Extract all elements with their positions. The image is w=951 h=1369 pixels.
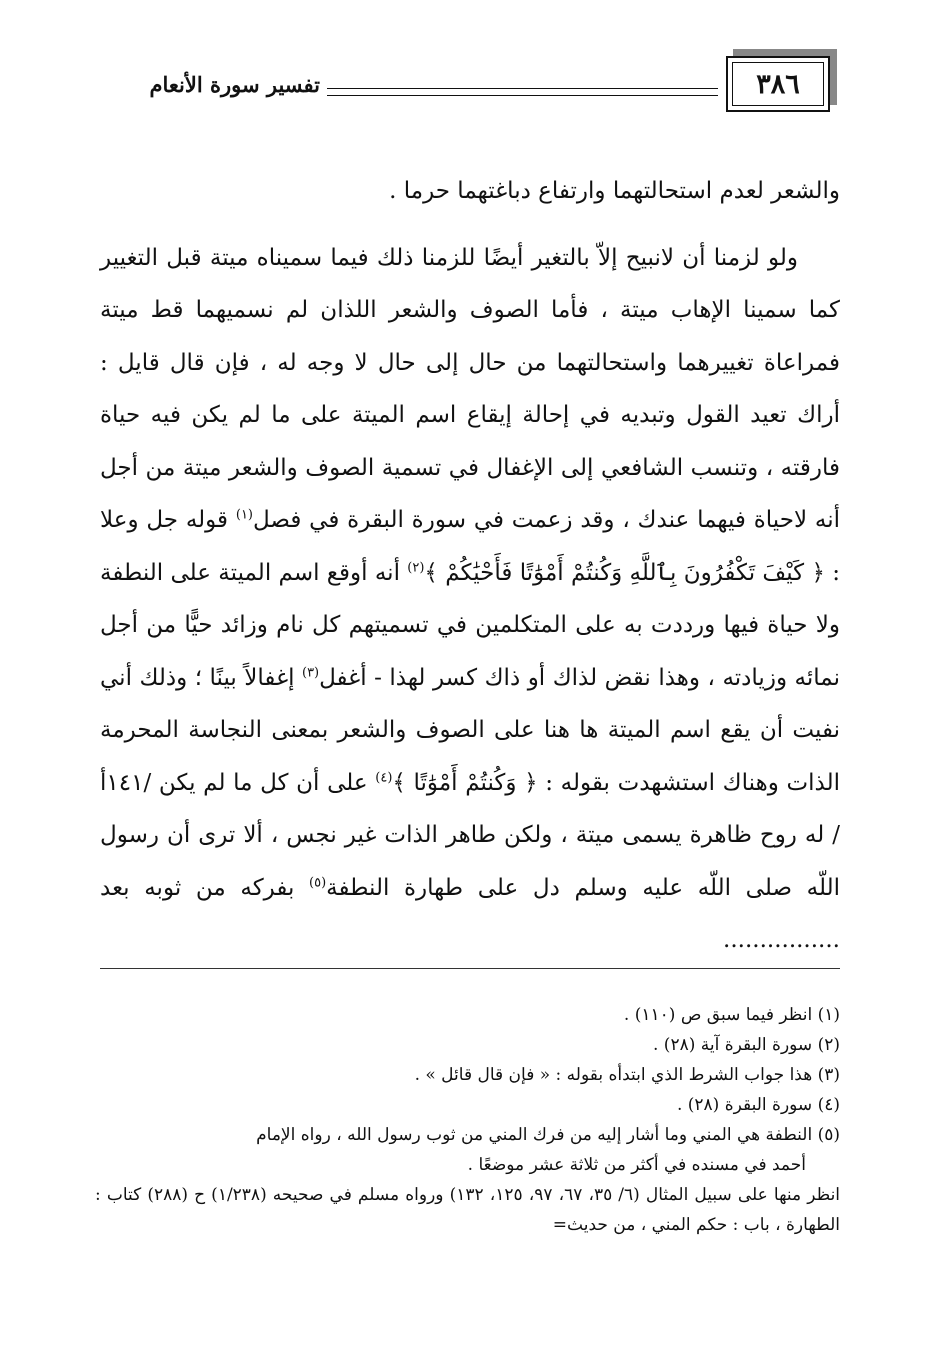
quran-verse-2: ﴿ وَكُنتُمْ أَمْوَٰتًا ﴾: [392, 769, 538, 796]
footnote-1: (١) انظر فيما سبق ص (١١٠) .: [623, 1005, 840, 1025]
footnote-ref-5: (٥): [309, 874, 327, 890]
paragraph-2-part-b: قوله جل وعلا :: [100, 507, 840, 586]
paragraph-2-part-e: على أن كل ما لم يكن /١٤١أ / له روح ظاهرة يسمى ميتة ، ولكن طاهر الذات غير نجس ، ألا ترى أن رسول اللّه صلى اللّه عليه وسلم دل على طهارة النطفة: [100, 769, 840, 901]
footnote-separator: [100, 968, 840, 969]
running-title: تفسير سورة الأنعام: [149, 72, 320, 97]
page-number: ٣٨٦: [756, 68, 800, 100]
footnote-ref-2: (٢): [407, 559, 425, 575]
footnote-5-continued: أحمد في مسنده في أكثر من ثلاثة عشر موضعًا .: [467, 1155, 806, 1175]
footnote-2: (٢) سورة البقرة آية (٢٨) .: [652, 1035, 840, 1055]
main-text: [100, 165, 840, 967]
footnote-ref-3: (٣): [301, 664, 320, 680]
paragraph-2-part-a: ولو لزمنا أن لانبيح إلاّ بالتغير أيضًا للزمنا ذلك فيما سميناه ميتة قبل التغيير كما سمينا الإهاب ميتة ، فأما الصوف والشعر اللذان لم نسميهما قط ميتة فمراعاة تغييرهما واستحالتهما من حال إلى حال لا وجه له ، فإن قال قايل : أراك تعيد القول وتبديه في إحالة إيقاع اسم الميتة على ما لم يكن فيه حياة فارقته ، وتنسب الشافعي إلى الإغفال في تسمية الصوف والشعر ميتة من أجل أنه لاحياة فيهما عندك ، وقد زعمت في سورة البقرة في فصل: [100, 244, 840, 533]
paragraph-1: والشعر لعدم استحالتهما وارتفاع دباغتهما حرما .: [389, 178, 840, 204]
footnote-ref-4: (٤): [375, 769, 393, 785]
footnote-4: (٤) سورة البقرة (٢٨) .: [676, 1095, 840, 1115]
paragraph-2-part-d: إغفالاً بينًا ؛ وذلك أني نفيت أن يقع اسم الميتة ها هنا على الصوف والشعر بمعنى النجاسة المحرمة الذات وهناك استشهدت بقوله :: [100, 664, 840, 796]
page-header: [95, 50, 840, 122]
footnote-5: (٥) النطفة هي المني وما أشار إليه من فرك المني من ثوب رسول الله ، رواه الإمام: [256, 1125, 840, 1145]
footnote-3: (٣) هذا جواب الشرط الذي ابتدأه بقوله : « فإن قال قائل » .: [414, 1065, 840, 1085]
quran-verse-1: ﴿ كَيْفَ تَكْفُرُونَ بِٱللَّهِ وَكُنتُمْ أَمْوَٰتًا فَأَحْيَٰكُمْ ﴾: [424, 559, 825, 586]
footnote-ref-1: (١): [235, 507, 253, 523]
paragraph-2-part-f: بفركه من ثوبه بعد ................: [100, 874, 840, 953]
page-number-frame: [732, 62, 824, 106]
paragraph-2-part-c: أنه أوقع اسم الميتة على النطفة ولا حياة فيها ورددت به على المتكلمين في تسميتهم كل نام وزائد حيًّا من أجل نمائه وزيادته ، وهذا نقض لذاك أو ذاك كسر لهذا - أغفل: [100, 559, 840, 691]
paragraph-2: [100, 232, 840, 967]
footnote-5-references: انظر منها على سبيل المثال (٦/ ٣٥، ٦٧، ٩٧، ١٢٥، ١٣٢) ورواه مسلم في صحيحه (١/٢٣٨) ح (٢٨٨) كتاب : الطهارة ، باب : حكم المني ، من حديث=: [95, 1185, 841, 1235]
header-rule: [327, 88, 718, 96]
footnotes: [95, 1000, 840, 1240]
page-number-box: [726, 56, 830, 112]
